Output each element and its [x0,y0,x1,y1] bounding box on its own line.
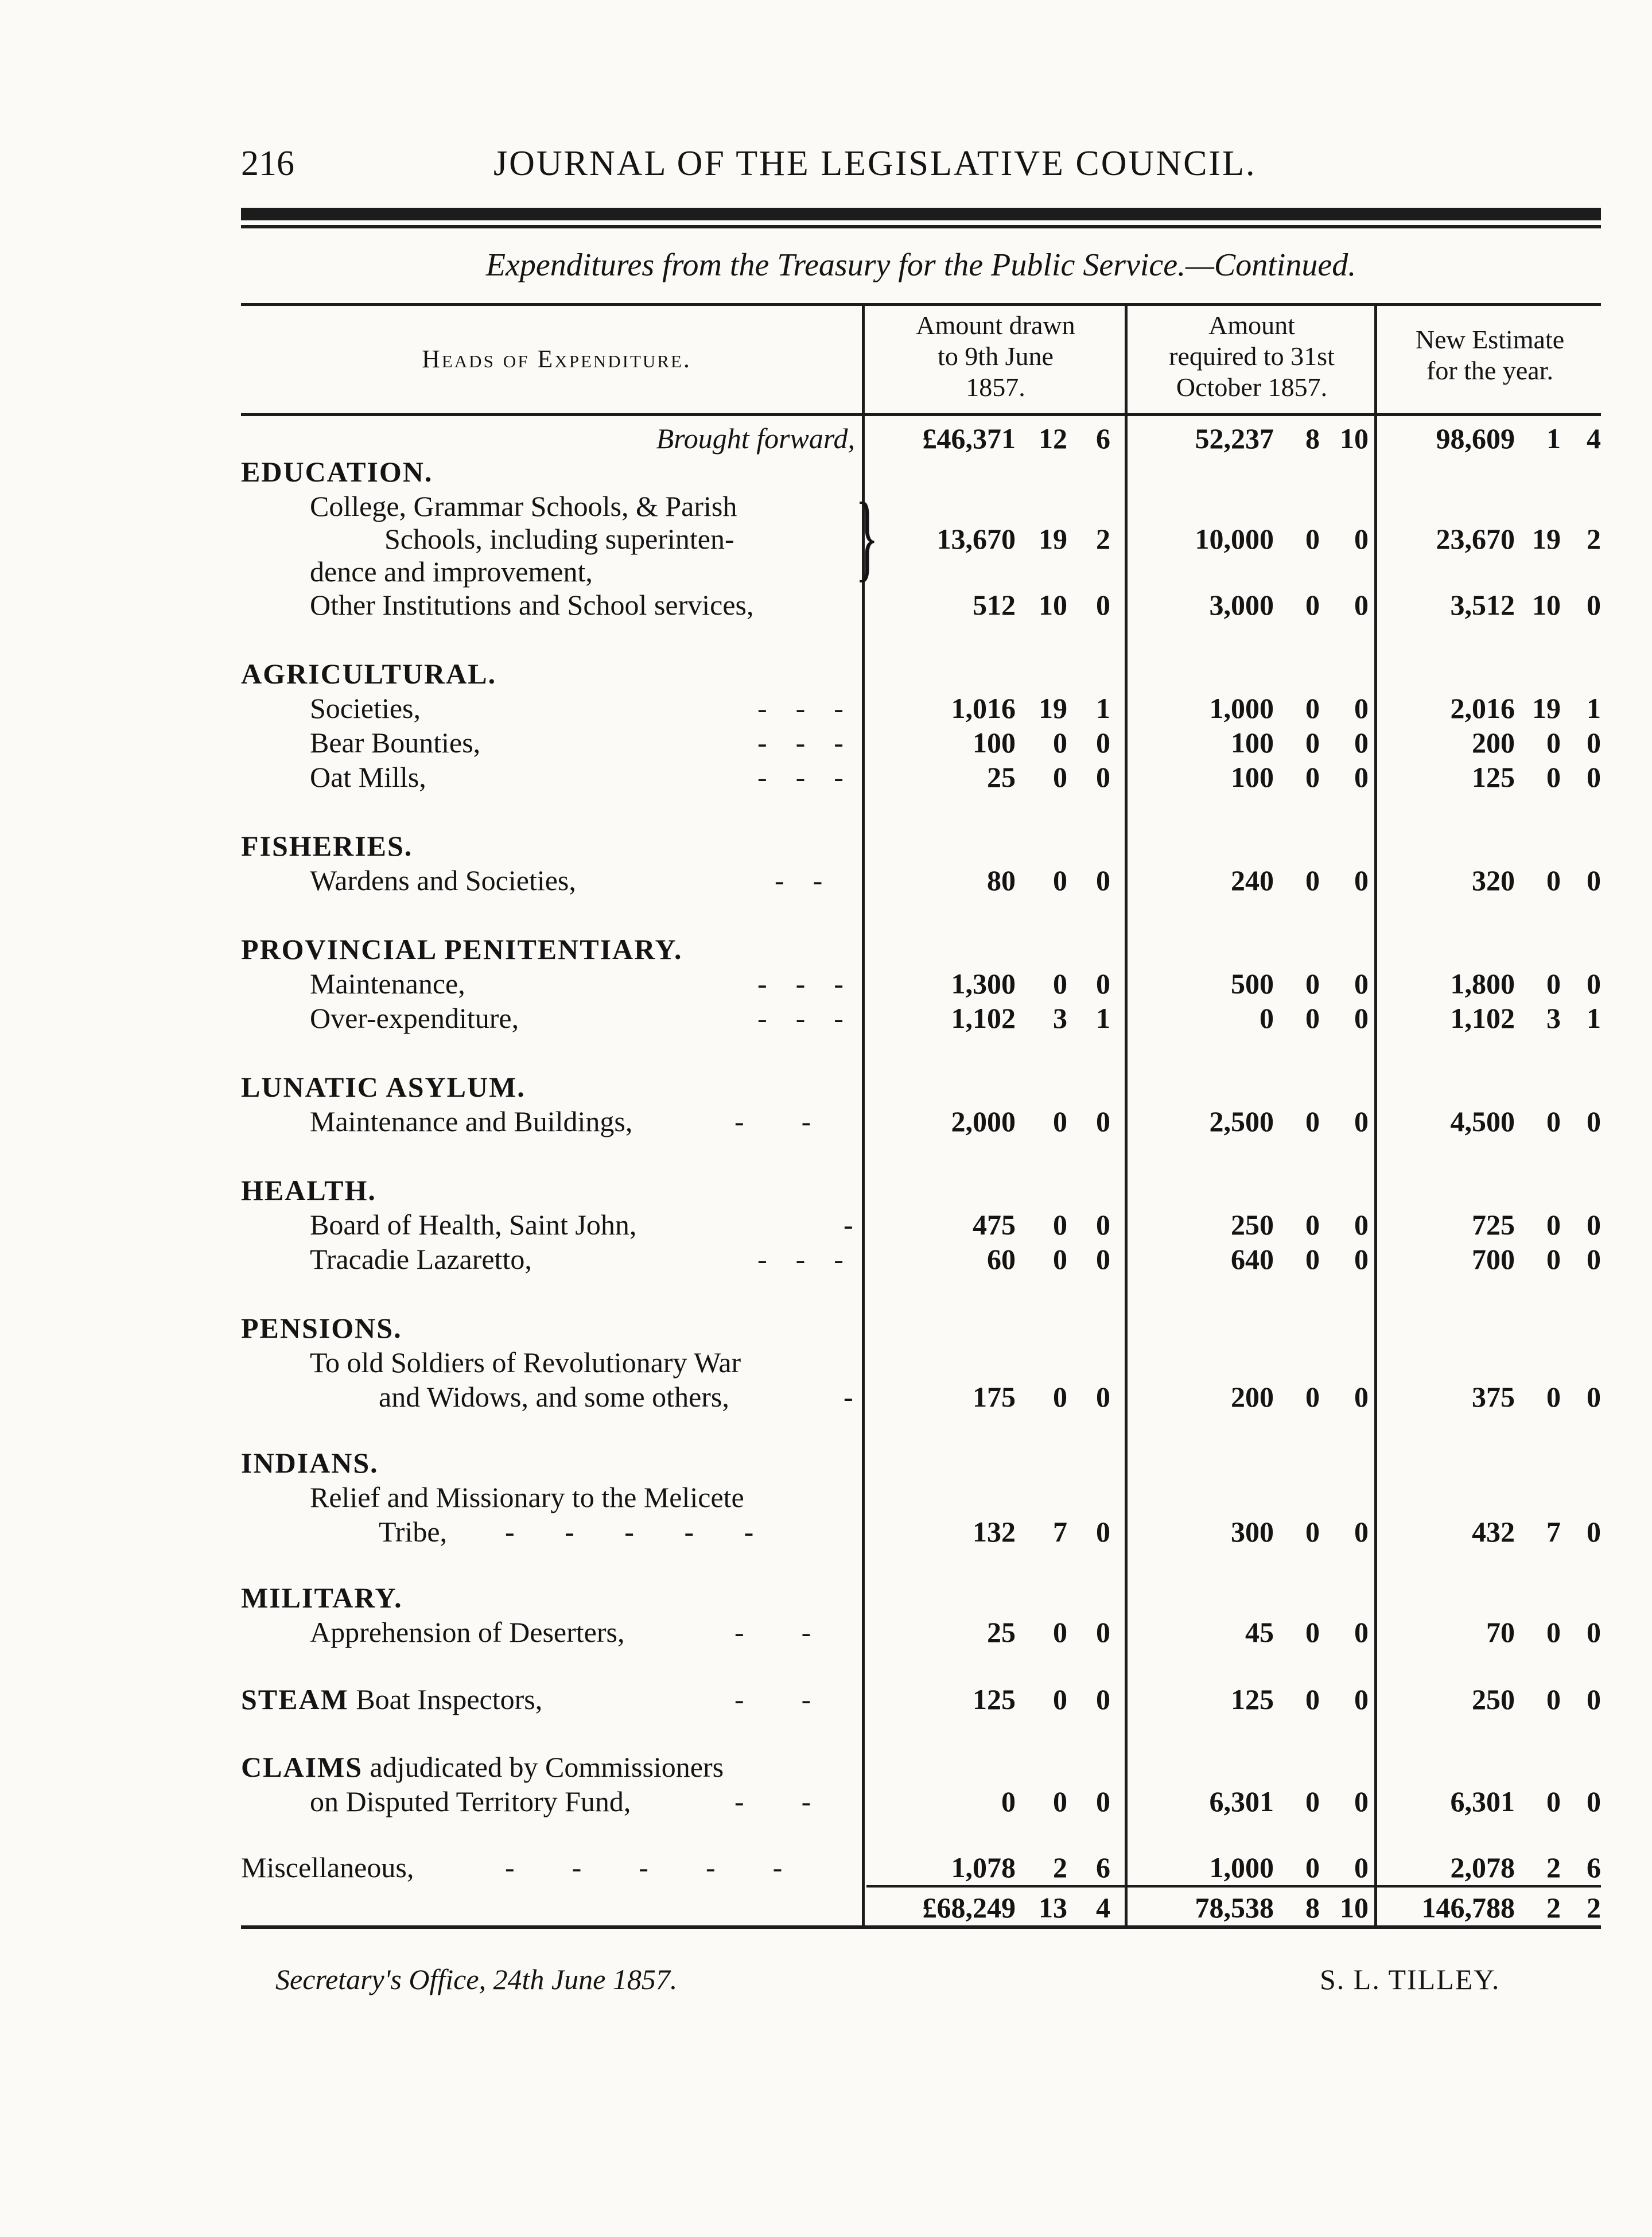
section-title: HEALTH. [241,1174,376,1206]
leader-dashes: - - - [757,727,844,759]
section-heading-row [241,1446,1601,1481]
amount-shillings: 0 [1053,1683,1067,1715]
amount-shillings: 0 [1305,968,1320,1000]
total-pounds: £68,249 [922,1892,1016,1924]
amount-pounds: 132 [973,1516,1016,1548]
table-top-rule [241,303,1601,306]
amount-pence: 0 [1096,864,1110,896]
section-heading-row [241,1311,1601,1346]
heads-of-expenditure-heading: Heads of Expenditure. [422,345,691,373]
amount-shillings: 3 [1546,1002,1561,1034]
amount-pounds: 0 [1001,1785,1016,1817]
table-row [241,1105,1601,1139]
heading-line: New Estimate [1415,325,1565,354]
amount-pounds: 100 [1231,727,1274,759]
table-row [241,588,1601,623]
amount-pounds: 25 [987,1616,1016,1648]
section-heading-row [241,657,1601,692]
amount-shillings: 0 [1305,727,1320,759]
amount-pounds: 1,300 [951,968,1016,1000]
leader-dashes: - - [734,1683,811,1715]
row-label [241,1750,724,1784]
row-label-line [241,1481,1601,1515]
amount-shillings: 0 [1305,1851,1320,1883]
amount-pounds: 1,000 [1209,1851,1274,1883]
row-label: College, Grammar Schools, & Parish [310,490,737,522]
leader-dashes: - - - [757,968,844,1000]
amount-pounds: 1,800 [1450,968,1515,1000]
amount-pounds: 700 [1472,1243,1515,1275]
running-head [241,143,1601,195]
row-label: Maintenance and Buildings, [310,1105,633,1137]
header-rule-thin [241,225,1601,228]
table-row [241,967,1601,1001]
amount-pence: 0 [1096,1243,1110,1275]
amount-pounds: 23,670 [1436,523,1515,555]
leader-dashes: - - - [757,1002,844,1034]
heading-line: October 1857. [1176,372,1328,402]
amount-pence: 1 [1587,1002,1601,1034]
amount-shillings: 0 [1053,1243,1067,1275]
amount-pounds: £46,371 [922,422,1016,455]
table-row [241,1615,1601,1650]
row-label-line [241,1750,1601,1785]
section-heading-row [241,829,1601,864]
table-row [241,1242,1601,1277]
amount-pence: 0 [1354,1516,1369,1548]
section-title: FISHERIES. [241,830,413,862]
amount-shillings: 10 [1532,589,1561,621]
section-heading-row [241,933,1601,967]
row-label: Bear Bounties, [310,727,481,759]
amount-pence: 0 [1096,1683,1110,1715]
amount-shillings: 3 [1053,1002,1067,1034]
new-estimate-heading [1379,324,1601,386]
amount-pounds: 500 [1231,968,1274,1000]
amount-pence: 6 [1587,1851,1601,1883]
row-label [241,1683,542,1716]
amount-shillings: 0 [1305,1243,1320,1275]
table-row [241,726,1601,760]
amount-shillings: 0 [1305,523,1320,555]
leader-dashes: - - - - - [505,1516,754,1548]
amount-pence: 0 [1354,727,1369,759]
amount-pence: 0 [1587,1616,1601,1648]
amount-pounds: 250 [1472,1683,1515,1715]
amount-shillings: 0 [1546,1209,1561,1241]
amount-shillings: 0 [1546,1683,1561,1715]
amount-pounds: 1,102 [1450,1002,1515,1034]
heading-line: to 9th June [938,341,1054,371]
amount-shillings: 0 [1305,1002,1320,1034]
row-label-line [241,490,1601,524]
total-pence: 10 [1340,1892,1369,1924]
section-heading-row [241,455,1601,490]
amount-pounds: 320 [1472,864,1515,896]
journal-page [241,143,1601,1995]
amount-pounds: 240 [1231,864,1274,896]
amount-shillings: 0 [1546,727,1561,759]
amount-pence: 0 [1354,1381,1369,1413]
amount-pence: 0 [1354,1002,1369,1034]
amount-shillings: 2 [1053,1851,1067,1883]
amount-shillings: 19 [1532,692,1561,724]
amount-shillings: 0 [1305,589,1320,621]
amount-pence: 0 [1354,1243,1369,1275]
row-label: and Widows, and some others, [379,1381,729,1413]
row-label: Societies, [310,692,421,724]
leader-dashes: - - [734,1616,811,1648]
amount-pounds: 6,301 [1450,1785,1515,1817]
amount-shillings: 0 [1053,1616,1067,1648]
amount-pounds: 2,078 [1450,1851,1515,1883]
section-heading-row [241,1174,1601,1208]
amount-pounds: 2,016 [1450,692,1515,724]
amount-pounds: 200 [1231,1381,1274,1413]
amount-shillings: 0 [1546,1243,1561,1275]
section-title: INDIANS. [241,1447,379,1479]
amount-shillings: 2 [1546,1851,1561,1883]
amount-pence: 1 [1587,692,1601,724]
amount-shillings: 0 [1546,1381,1561,1413]
amount-pence: 0 [1354,1785,1369,1817]
amount-shillings: 0 [1053,761,1067,793]
amount-pounds: 13,670 [936,523,1016,555]
amount-pounds: 1,102 [951,1002,1016,1034]
amount-pence: 10 [1340,422,1369,455]
table-row [241,522,1601,557]
amount-pence: 0 [1587,1381,1601,1413]
amount-pounds: 100 [973,727,1016,759]
section-title: LUNATIC ASYLUM. [241,1071,526,1103]
amount-shillings: 0 [1305,1616,1320,1648]
amount-shillings: 0 [1053,968,1067,1000]
amount-pence: 6 [1096,422,1110,455]
amount-pounds: 250 [1231,1209,1274,1241]
amount-required-heading [1129,310,1374,403]
amount-pence: 0 [1587,968,1601,1000]
amount-shillings: 0 [1305,692,1320,724]
amount-pounds: 2,500 [1209,1105,1274,1137]
heading-line: for the year. [1426,356,1553,385]
amount-shillings: 0 [1053,1105,1067,1137]
amount-pence: 0 [1354,1209,1369,1241]
header-bottom-rule [241,413,1601,416]
row-label: Tribe, [379,1516,448,1548]
total-pence: 2 [1587,1892,1601,1924]
total-pence: 4 [1096,1892,1110,1924]
row-label: Miscellaneous, [241,1851,414,1883]
row-label-line [241,555,1601,589]
table-row [241,1001,1601,1036]
leader-dashes: - - - [757,1243,844,1275]
amount-pounds: 60 [987,1243,1016,1275]
section-heading-row [241,1070,1601,1105]
amount-pence: 1 [1096,1002,1110,1034]
row-label: Other Institutions and School services, [310,589,754,621]
amount-pence: 0 [1587,1105,1601,1137]
total-pounds: 146,788 [1421,1892,1515,1924]
amount-pence: 0 [1587,1683,1601,1715]
totals-row [241,1891,1601,1925]
table-row [241,422,1601,456]
amount-shillings: 0 [1546,864,1561,896]
amount-pence: 0 [1096,589,1110,621]
section-title: STEAM [241,1683,349,1715]
amount-pounds: 300 [1231,1516,1274,1548]
amount-pounds: 375 [1472,1381,1515,1413]
amount-shillings: 0 [1053,1381,1067,1413]
leader-dashes: - [844,1209,853,1241]
row-label: Wardens and Societies, [310,864,576,896]
amount-shillings: 0 [1305,1683,1320,1715]
signature-name: S. L. TILLEY. [1320,1963,1501,1995]
total-pounds: 78,538 [1195,1892,1274,1924]
leader-dashes: - - [734,1105,811,1137]
table-row [241,760,1601,795]
section-heading-row [241,1581,1601,1615]
table-row [241,1208,1601,1242]
amount-shillings: 0 [1305,1105,1320,1137]
amount-pounds: 3,000 [1209,589,1274,621]
table-row [241,1683,1601,1717]
leader-dashes: - - [775,864,823,896]
amount-pounds: 200 [1472,727,1515,759]
amount-pence: 0 [1587,589,1601,621]
table-row [241,1851,1601,1885]
amount-pence: 0 [1354,761,1369,793]
amount-pounds: 80 [987,864,1016,896]
amount-pence: 0 [1587,1209,1601,1241]
amount-shillings: 0 [1053,1209,1067,1241]
table-row [241,1515,1601,1549]
amount-pence: 1 [1096,692,1110,724]
amount-pounds: 52,237 [1195,422,1274,455]
section-title: CLAIMS [241,1751,363,1783]
table-title: Expenditures from the Treasury for the Public Service.—Continued. [485,247,1356,283]
amount-pounds: 2,000 [951,1105,1016,1137]
table-row [241,1785,1601,1819]
row-label: Oat Mills, [310,761,426,793]
brace-glyph: } [855,483,879,591]
amount-pounds: 725 [1472,1209,1515,1241]
amount-shillings: 0 [1546,1616,1561,1648]
heading-line: Amount [1208,310,1295,340]
amount-pounds: 10,000 [1195,523,1274,555]
amount-shillings: 0 [1546,1785,1561,1817]
row-label: Board of Health, Saint John, [310,1209,637,1241]
amount-pence: 0 [1096,1209,1110,1241]
amount-shillings: 0 [1053,864,1067,896]
row-label: Maintenance, [310,968,465,1000]
amount-shillings: 0 [1053,727,1067,759]
amount-pence: 0 [1354,523,1369,555]
amount-shillings: 0 [1305,761,1320,793]
amount-pounds: 98,609 [1436,422,1515,455]
amount-pence: 0 [1096,1785,1110,1817]
page-number: 216 [241,144,294,183]
total-shillings: 8 [1305,1892,1320,1924]
amount-pence: 0 [1587,761,1601,793]
row-label: Over-expenditure, [310,1002,519,1034]
leader-dashes: - [844,1381,853,1413]
row-label: To old Soldiers of Revolutionary War [310,1346,741,1378]
amount-pounds: 125 [1231,1683,1274,1715]
amount-pounds: 70 [1486,1616,1515,1648]
amount-pence: 0 [1354,1616,1369,1648]
secretary-office-date: Secretary's Office, 24th June 1857. [275,1963,678,1995]
amount-pounds: 4,500 [1450,1105,1515,1137]
amount-shillings: 7 [1053,1516,1067,1548]
heading-line: 1857. [966,372,1025,402]
amount-pence: 0 [1354,1683,1369,1715]
row-label: on Disputed Territory Fund, [310,1785,631,1817]
amount-pounds: 3,512 [1450,589,1515,621]
amount-pence: 2 [1096,523,1110,555]
amount-shillings: 0 [1546,761,1561,793]
amount-shillings: 0 [1305,1516,1320,1548]
amount-shillings: 10 [1039,589,1067,621]
amount-shillings: 0 [1305,1785,1320,1817]
section-title: MILITARY. [241,1582,403,1614]
section-title: EDUCATION. [241,456,433,488]
amount-pounds: 25 [987,761,1016,793]
amount-shillings: 1 [1546,422,1561,455]
leader-dashes: - - - - - [505,1851,783,1883]
table-row [241,1380,1601,1415]
amount-pence: 0 [1587,864,1601,896]
amount-pence: 4 [1587,422,1601,455]
amount-pounds: 0 [1260,1002,1274,1034]
amount-pounds: 125 [1472,761,1515,793]
amount-pence: 0 [1354,968,1369,1000]
amount-pence: 0 [1096,968,1110,1000]
row-label-rest: adjudicated by Commissioners [370,1751,724,1783]
table-row [241,864,1601,898]
amount-pence: 0 [1096,1105,1110,1137]
amount-pounds: 45 [1245,1616,1274,1648]
amount-pence: 0 [1096,727,1110,759]
amount-pence: 0 [1096,1616,1110,1648]
amount-shillings: 0 [1546,1105,1561,1137]
amount-pounds: 125 [973,1683,1016,1715]
amount-pence: 0 [1587,1516,1601,1548]
amount-pence: 0 [1096,1381,1110,1413]
amount-shillings: 0 [1305,1381,1320,1413]
total-shillings: 2 [1546,1892,1561,1924]
journal-title: JOURNAL OF THE LEGISLATIVE COUNCIL. [493,144,1257,183]
amount-shillings: 19 [1532,523,1561,555]
row-label: Tracadie Lazaretto, [310,1243,532,1275]
amount-pounds: 475 [973,1209,1016,1241]
amount-pounds: 100 [1231,761,1274,793]
amount-pounds: 175 [973,1381,1016,1413]
heading-line: Amount drawn [916,310,1075,340]
section-title: PENSIONS. [241,1312,402,1344]
amount-pounds: 1,016 [951,692,1016,724]
row-label: Relief and Missionary to the Melicete [310,1481,744,1513]
amount-shillings: 0 [1305,864,1320,896]
amount-shillings: 7 [1546,1516,1561,1548]
heading-line: required to 31st [1169,341,1335,371]
leader-dashes: - - - [757,692,844,724]
amount-pence: 0 [1587,1785,1601,1817]
section-title: AGRICULTURAL. [241,658,497,690]
amount-pence: 0 [1587,727,1601,759]
amount-pence: 0 [1096,761,1110,793]
row-label: Schools, including superinten- [384,523,734,555]
row-label-rest: Boat Inspectors, [356,1683,543,1715]
section-title: PROVINCIAL PENITENTIARY. [241,933,683,965]
amount-shillings: 0 [1305,1209,1320,1241]
amount-pence: 6 [1096,1851,1110,1883]
amount-drawn-heading [866,310,1125,403]
amount-pence: 0 [1587,1243,1601,1275]
amount-pounds: 6,301 [1209,1785,1274,1817]
total-shillings: 13 [1039,1892,1067,1924]
row-label: Apprehension of Deserters, [310,1616,625,1648]
leader-dashes: - - [734,1785,811,1817]
row-label-line [241,1346,1601,1380]
amount-pounds: 1,078 [951,1851,1016,1883]
amount-pounds: 512 [973,589,1016,621]
amount-shillings: 12 [1039,422,1067,455]
amount-pence: 2 [1587,523,1601,555]
amount-shillings: 19 [1039,692,1067,724]
row-label: Brought forward, [656,422,855,455]
amount-pence: 0 [1354,589,1369,621]
amount-shillings: 19 [1039,523,1067,555]
totals-rule [866,1885,1601,1888]
amount-pence: 0 [1354,692,1369,724]
amount-pounds: 1,000 [1209,692,1274,724]
amount-pence: 0 [1354,864,1369,896]
amount-pounds: 432 [1472,1516,1515,1548]
table-row [241,692,1601,726]
amount-shillings: 0 [1053,1785,1067,1817]
amount-pence: 0 [1354,1851,1369,1883]
amount-shillings: 8 [1305,422,1320,455]
amount-pence: 0 [1354,1105,1369,1137]
amount-pence: 0 [1096,1516,1110,1548]
leader-dashes: - - - [757,761,844,793]
table-bottom-rule [241,1925,1601,1929]
header-rule-thick [241,208,1601,220]
amount-shillings: 0 [1546,968,1561,1000]
row-label: dence and improvement, [310,556,593,588]
amount-pounds: 640 [1231,1243,1274,1275]
